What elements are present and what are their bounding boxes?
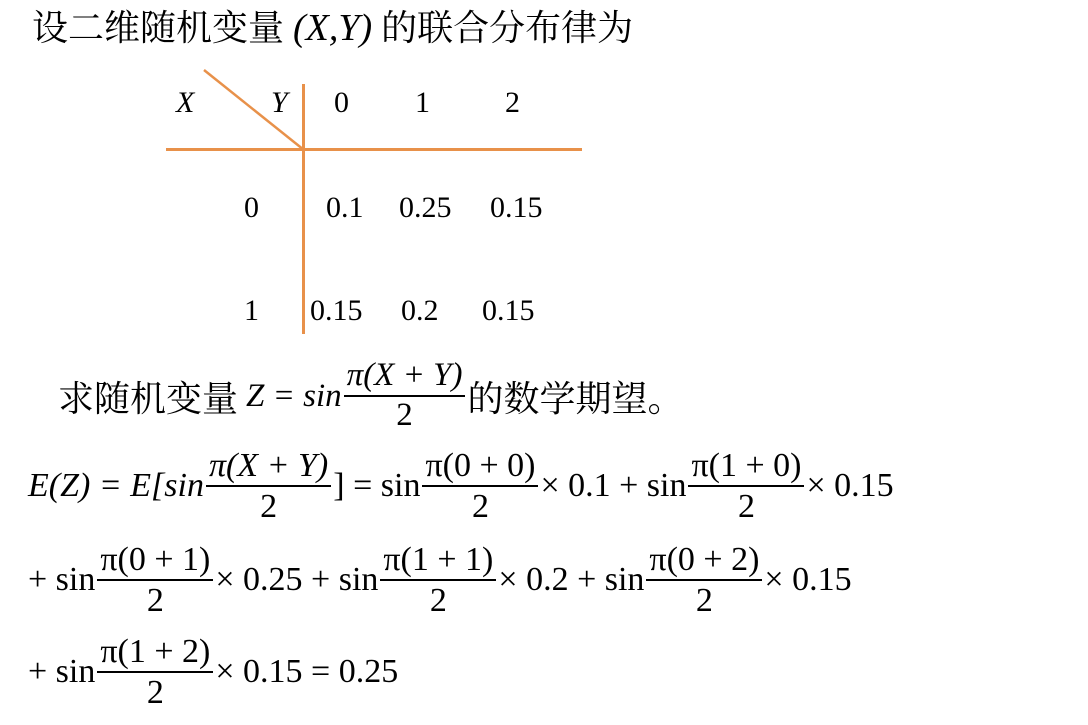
table-col-var: Y (271, 86, 288, 119)
fraction-denominator: 2 (695, 582, 713, 620)
fraction (422, 446, 538, 526)
expr-text: + sin (28, 653, 96, 691)
question-suffix: 的数学期望。 (467, 378, 684, 420)
fraction-denominator: 2 (737, 488, 755, 526)
table-cell: 0.15 (490, 191, 543, 224)
table-cell: 0.2 (401, 294, 439, 327)
fraction (97, 632, 213, 712)
fraction-numerator: π(1 + 0) (688, 446, 804, 487)
table-y-value: 1 (415, 86, 430, 119)
table-y-value: 0 (334, 86, 349, 119)
table-y-value: 2 (505, 86, 520, 119)
fraction-numerator: π(0 + 2) (646, 540, 762, 581)
table-cell: 0.15 (482, 294, 535, 327)
table-x-value: 1 (244, 294, 259, 327)
fraction (206, 446, 331, 526)
expr-text: + sin (28, 561, 96, 599)
table-cell: 0.15 (310, 294, 363, 327)
table-vertical-rule (302, 84, 305, 334)
expr-text: × 0.1 + sin (540, 467, 687, 505)
expr-text: E(Z) = E[sin (28, 467, 204, 505)
fraction-numerator: π(0 + 1) (97, 540, 213, 581)
question-line (58, 354, 683, 438)
solution-line-2 (28, 540, 852, 620)
table-row-var: X (176, 86, 195, 119)
title-suffix: 的联合分布律为 (381, 8, 634, 49)
question-lhs: Z = sin (246, 377, 342, 414)
question-prefix: 求随机变量 (58, 378, 239, 420)
expr-text: ] = sin (333, 467, 421, 505)
fraction-numerator: π(X + Y) (206, 446, 331, 487)
table-cell: 0.1 (326, 191, 364, 224)
title-math: (X,Y) (293, 7, 373, 49)
problem-statement (32, 6, 633, 51)
fraction-denominator: 2 (146, 674, 164, 712)
solution-line-3 (28, 632, 398, 712)
table-horizontal-rule (166, 148, 582, 151)
solution-line-1 (28, 446, 894, 526)
fraction-denominator: 2 (429, 582, 447, 620)
fraction-numerator: π(X + Y) (344, 357, 466, 397)
expr-text: × 0.2 + sin (498, 561, 645, 599)
table-x-value: 0 (244, 191, 259, 224)
fraction-denominator: 2 (471, 488, 489, 526)
fraction-denominator: 2 (396, 397, 413, 433)
title-prefix: 设二维随机变量 (32, 8, 285, 49)
expr-text: × 0.15 = 0.25 (215, 653, 399, 691)
fraction-numerator: π(1 + 2) (97, 632, 213, 673)
expr-text: × 0.15 (764, 561, 852, 599)
fraction (688, 446, 804, 526)
fraction (646, 540, 762, 620)
fraction-denominator: 2 (146, 582, 164, 620)
fraction (97, 540, 213, 620)
fraction-numerator: π(1 + 1) (380, 540, 496, 581)
question-fraction (344, 357, 466, 435)
expr-text: × 0.15 (806, 467, 894, 505)
table-diagonal-line (200, 66, 310, 156)
expr-text: × 0.25 + sin (215, 561, 379, 599)
table-cell: 0.25 (399, 191, 452, 224)
fraction-numerator: π(0 + 0) (422, 446, 538, 487)
fraction-denominator: 2 (260, 488, 278, 526)
fraction (380, 540, 496, 620)
